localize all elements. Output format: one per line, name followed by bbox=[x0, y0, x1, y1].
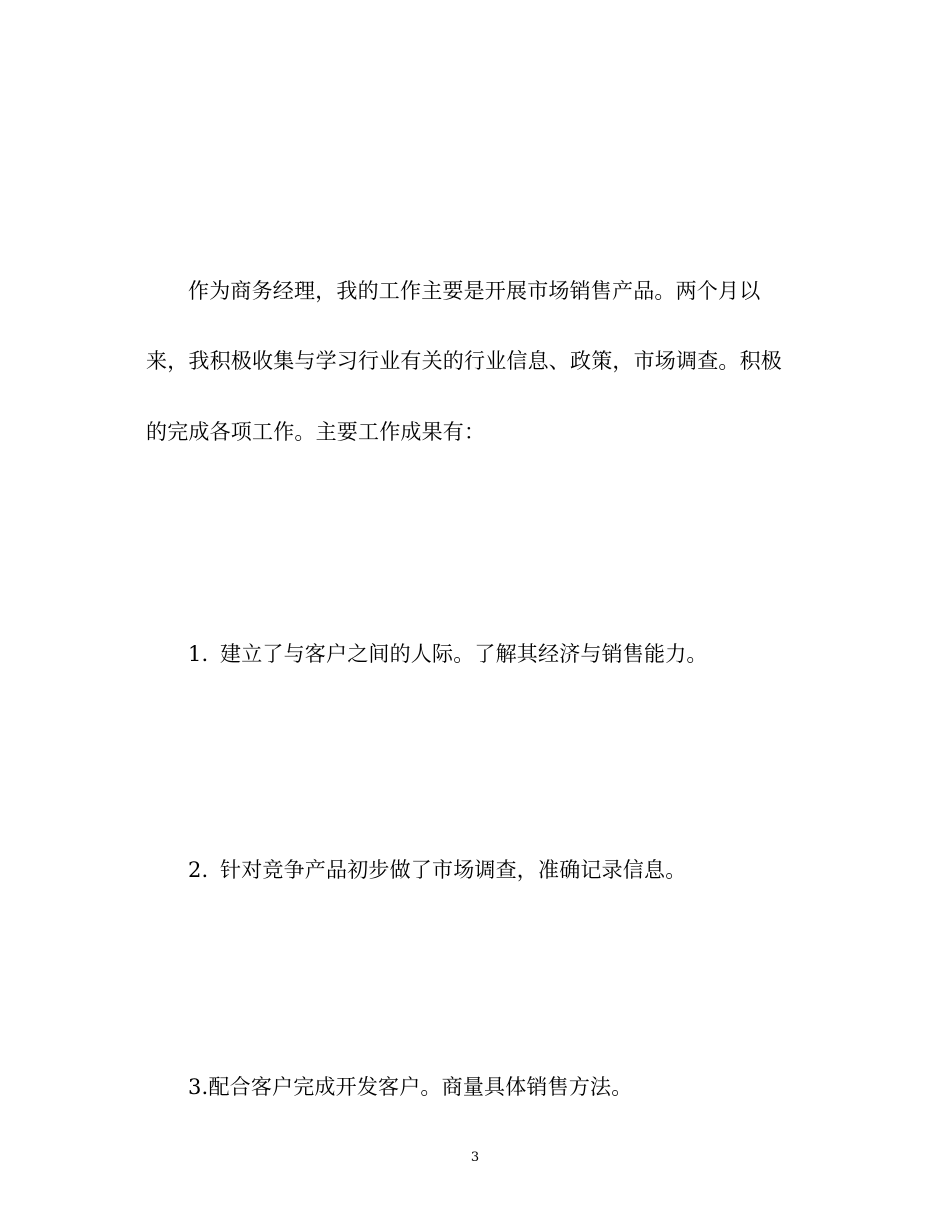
list-item-text: 配合客户完成开发客户。商量具体销售方法。 bbox=[208, 1075, 633, 1099]
list-item-text: 建立了与客户之间的人际。了解其经济与销售能力。 bbox=[220, 642, 708, 666]
list-item-text: 针对竞争产品初步做了市场调查，准确记录信息。 bbox=[220, 858, 687, 882]
list-item-number: 2. bbox=[188, 858, 209, 882]
intro-paragraph-line-1: 作为商务经理，我的工作主要是开展市场销售产品。两个月以 bbox=[188, 279, 761, 303]
intro-paragraph-line-2: 来，我积极收集与学习行业有关的行业信息、政策，市场调查。积极 bbox=[146, 349, 782, 373]
list-item bbox=[188, 858, 686, 882]
intro-paragraph-line-3: 的完成各项工作。主要工作成果有： bbox=[146, 420, 486, 444]
list-item bbox=[188, 1075, 632, 1099]
list-item bbox=[188, 642, 708, 666]
page-number: 3 bbox=[470, 1150, 480, 1165]
list-item-number: 3. bbox=[188, 1075, 209, 1099]
list-item-number: 1. bbox=[188, 642, 209, 666]
